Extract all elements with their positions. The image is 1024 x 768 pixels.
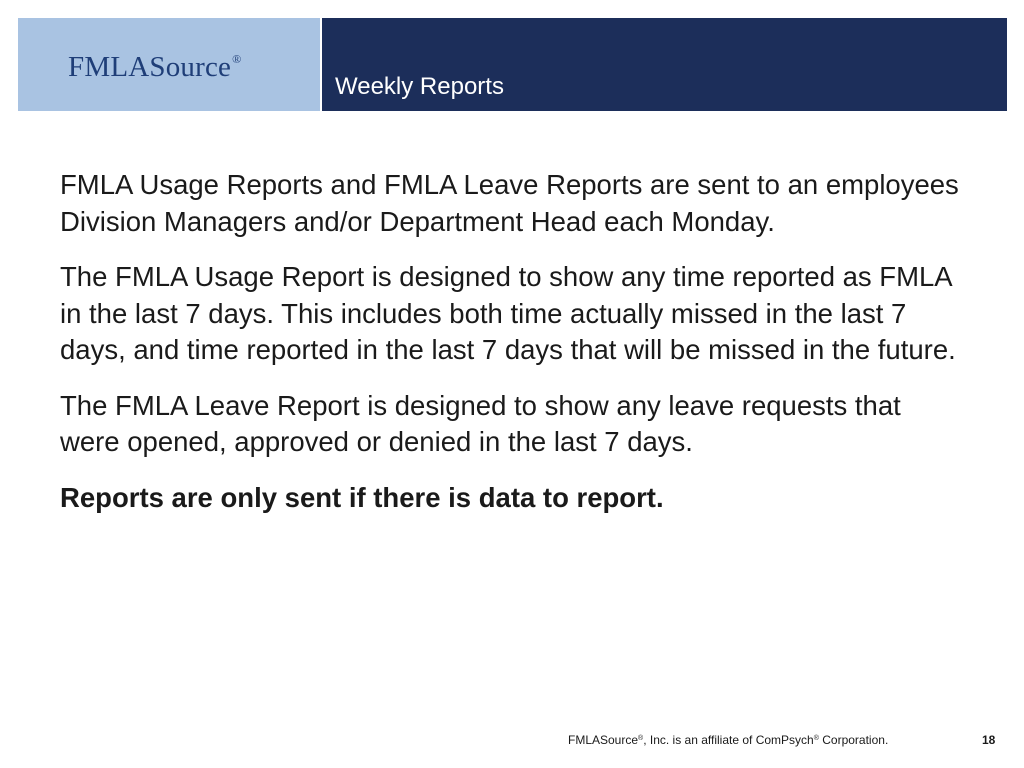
- slide-body: [60, 167, 965, 535]
- footer-affiliate-text: , Inc. is an affiliate of ComPsych: [643, 733, 814, 747]
- footer-registered-mark-2: ®: [813, 735, 819, 742]
- page-number: 18: [982, 733, 996, 747]
- company-logo: [68, 51, 241, 84]
- paragraph-reports-schedule: FMLA Usage Reports and FMLA Leave Reports are sent to an employees Division Managers and/or Department Head each Monday.: [60, 169, 959, 237]
- footer-affiliation: [568, 733, 888, 747]
- footer-company: FMLASource: [568, 733, 639, 747]
- footer-registered-mark: ®: [638, 735, 644, 742]
- slide-title: Weekly Reports: [335, 73, 504, 100]
- bold-statement: Reports are only sent if there is data to report.: [60, 481, 664, 513]
- footer-corporation-text: Corporation.: [818, 733, 889, 747]
- paragraph-leave-report: The FMLA Leave Report is designed to show any leave requests that were opened, approved or denied in the last 7 days.: [60, 389, 901, 457]
- logo-banner: [18, 18, 320, 111]
- title-banner: [322, 18, 1007, 111]
- paragraph-usage-report: The FMLA Usage Report is designed to show any time reported as FMLA in the last 7 days. This includes both time actually missed in the last 7 days, and time reported in the last 7 days that will be missed in the future.: [60, 261, 956, 365]
- registered-mark: ®: [232, 52, 242, 66]
- logo-text: FMLASource: [68, 51, 232, 83]
